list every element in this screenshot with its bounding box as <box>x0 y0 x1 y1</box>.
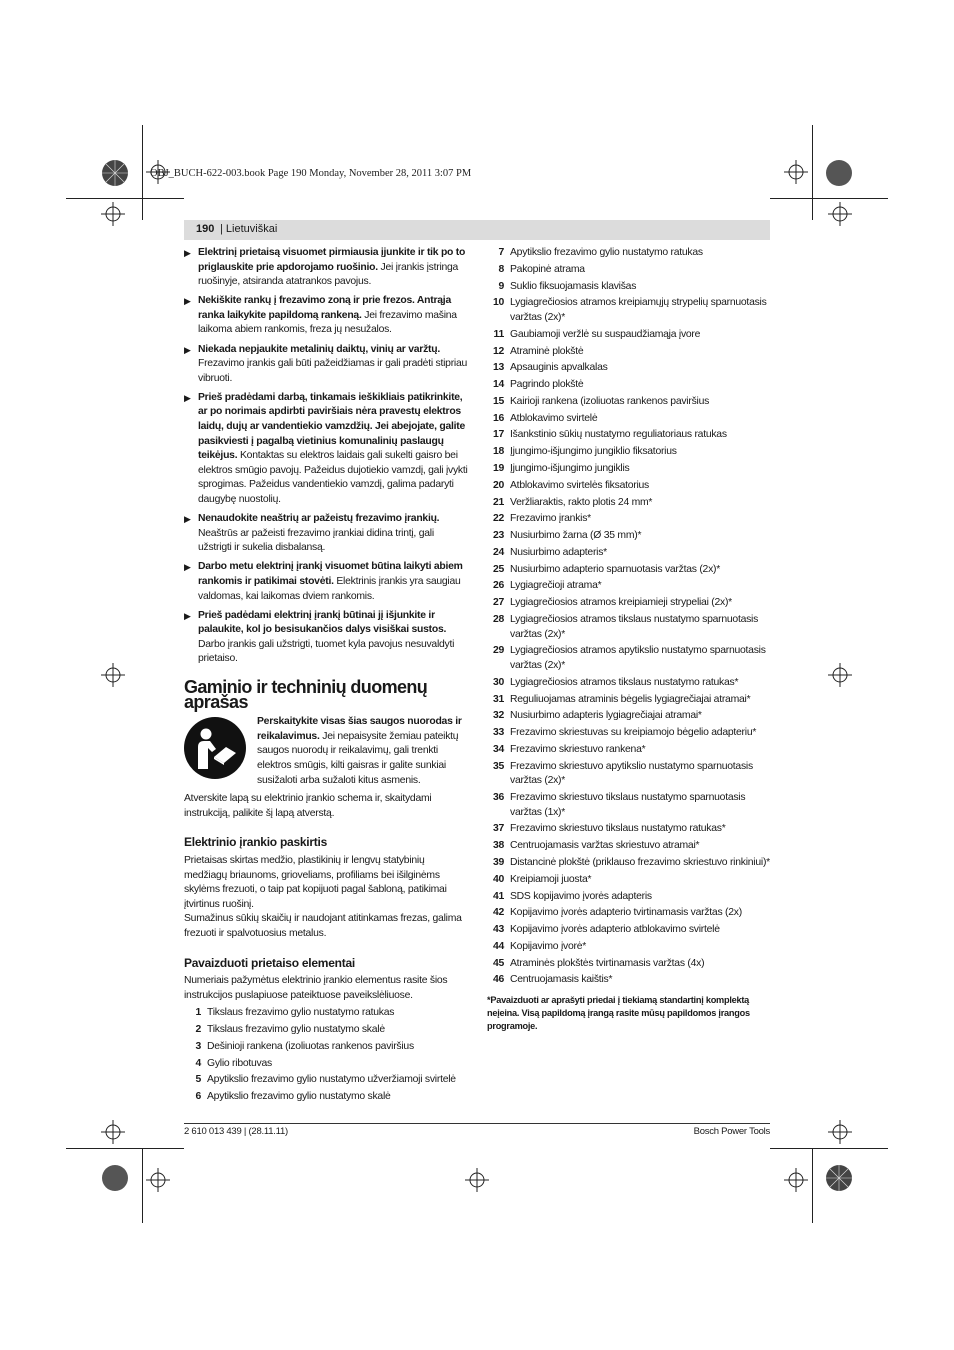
crosshair-mark-icon <box>784 1168 808 1192</box>
page-header-bar <box>184 220 770 240</box>
item-number: 21 <box>492 496 504 508</box>
safety-bullet <box>184 246 468 290</box>
item-number: 42 <box>492 907 504 919</box>
item-number: 1 <box>195 1007 201 1019</box>
item-number: 11 <box>493 328 504 340</box>
intended-use-heading: Elektrinio įrankio paskirtis <box>184 835 328 850</box>
item-text: Pakopinė atrama <box>510 263 585 275</box>
item-number: 25 <box>492 563 504 575</box>
list-item <box>487 613 771 642</box>
item-text: Apsauginis apvalkalas <box>510 362 608 374</box>
item-number: 26 <box>492 580 504 592</box>
list-item <box>487 760 771 789</box>
item-number: 33 <box>492 727 504 739</box>
item-number: 4 <box>195 1057 201 1069</box>
list-item <box>184 1023 468 1038</box>
crosshair-mark-icon <box>146 1168 170 1192</box>
item-text: Frezavimo skriestuvo apytikslio nustatymo sparnuotasis varžtas (2x)* <box>510 760 753 787</box>
item-number: 20 <box>492 479 504 491</box>
list-item <box>487 743 771 758</box>
registration-mark-icon <box>100 158 130 188</box>
intended-use-p1: Prietaisas skirtas medžio, plastikinių ir lengvų statybinių medžiagų briaunoms, grioveliams, profiliams bei išilginėms skylėms frezuoti, o taip pat kopijuoti pagal šabloną, patikimai įtvirtinus ruošinį. <box>184 854 447 910</box>
safety-bullet-text: Jei įrankis įstringa ruošinyje, atsiranda atatrankos pavojus. <box>198 261 459 288</box>
list-item <box>184 1073 468 1088</box>
component-list-left <box>184 1006 468 1105</box>
safety-bullet-bold: Nenaudokite neaštrių ar pažeistų frezavimo įrankių. <box>198 513 440 525</box>
item-number: 29 <box>492 645 504 657</box>
fold-note: Atverskite lapą su elektrinio įrankio schema ir, skaitydami instrukciją, palikite šį lapą atverstą. <box>184 793 432 819</box>
crosshair-mark-icon <box>101 1120 125 1144</box>
warning-bold: Perskaitykite visas šias saugos nuorodas ir reikalavimus. <box>257 716 462 742</box>
item-number: 13 <box>492 362 504 374</box>
footnote: *Pavaizduoti ar aprašyti priedai į tiekiamą standartinį komplektą neįeina. Visą papildomą įrangą rasite mūsų papildomos įrangos programoje. <box>487 995 750 1032</box>
item-text: Dešinioji rankena (izoliuotas rankenos paviršius <box>207 1040 414 1052</box>
item-text: SDS kopijavimo įvorės adapteris <box>510 890 652 902</box>
list-item <box>184 1057 468 1072</box>
list-item <box>487 709 771 724</box>
item-number: 23 <box>492 530 504 542</box>
safety-bullet-bold: Niekada nepjaukite metalinių daiktų, vinių ar varžtų. <box>198 343 440 355</box>
item-number: 16 <box>492 412 504 424</box>
item-text: Lygiagrečioji atrama* <box>510 580 602 592</box>
item-number: 7 <box>498 247 504 258</box>
read-instructions-warning <box>184 715 468 788</box>
item-number: 6 <box>195 1091 201 1103</box>
list-item <box>487 957 771 972</box>
item-number: 17 <box>492 429 504 441</box>
safety-bullet-bold: Elektrinį prietaisą visuomet pirmiausia įjunkite ir tik po to priglauskite prie apdorojamo ruošinio. <box>198 247 466 273</box>
page-number: 190 <box>196 223 215 235</box>
crosshair-mark-icon <box>784 160 808 184</box>
list-item <box>487 345 771 360</box>
item-number: 31 <box>492 693 504 705</box>
item-number: 30 <box>492 676 504 688</box>
safety-bullet-bold: Prieš pradėdami darbą, tinkamais ieškikliais patikrinkite, ar po norimais apdirbti paviršiais nėra pravestų elektros laidų, dujų ar vandentiekio vamzdžių. Jei abejojate, galite pasikviesti į pagalbą vietinius komunalinių paslaugų teikėjus. <box>198 391 466 462</box>
item-number: 41 <box>492 890 504 902</box>
list-item <box>487 412 771 427</box>
footer-doc-number: 2 610 013 439 | (28.11.11) <box>184 1126 288 1137</box>
item-text: Kopijavimo įvorės adapterio atblokavimo svirtelė <box>510 924 720 936</box>
item-text: Išankstinio sūkių nustatymo reguliatoriaus ratukas <box>510 429 727 441</box>
item-text: Atraminė plokštė <box>510 345 584 357</box>
page-language: | Lietuviškai <box>220 223 278 235</box>
components-intro: Numeriais pažymėtus elektrinio įrankio elementus rasite šios instrukcijos puslapiuose pateiktuose paveikslėliuose. <box>184 975 448 1001</box>
list-item <box>487 856 771 871</box>
item-text: Centruojamasis varžtas skriestuvo atramai* <box>510 840 700 852</box>
item-text: Gaubiamoji veržlė su suspaudžiamąja įvore <box>510 328 701 340</box>
list-item <box>487 676 771 691</box>
safety-bullet-bold: Darbo metu elektrinį įrankį visuomet būtina laikyti abiem rankomis ir patikimai stovėti. <box>198 561 463 587</box>
item-text: Centruojamasis kaištis* <box>510 974 613 986</box>
item-number: 14 <box>492 379 504 391</box>
section-title: Gaminio ir techninių duomenų aprašas <box>184 677 428 712</box>
list-item <box>487 839 771 854</box>
list-item <box>487 973 771 988</box>
item-number: 19 <box>492 462 504 474</box>
list-item <box>487 479 771 494</box>
bullet-arrow-icon: ▶ <box>184 344 191 355</box>
item-text: Atblokavimo svirtelė <box>510 412 598 424</box>
item-number: 15 <box>492 395 504 407</box>
item-number: 40 <box>492 873 504 885</box>
crosshair-mark-icon <box>828 663 852 687</box>
footer-rule <box>184 1123 770 1124</box>
safety-bullet <box>184 391 468 508</box>
item-text: Lygiagrečiosios atramos apytikslio nustatymo sparnuotasis varžtas (2x)* <box>510 645 766 671</box>
item-number: 24 <box>492 546 504 558</box>
bullet-arrow-icon: ▶ <box>184 514 191 525</box>
item-text: Tikslaus frezavimo gylio nustatymo skalė <box>207 1024 385 1036</box>
safety-bullet-text: Kontaktas su elektros laidais gali sukelti gaisro bei elektros smūgio pavojų. Pažeidus dujotiekio vamzdį, gali įvykti sprogimas. Pažeidus vandentiekio vamzdį, galima padaryti daugybę nuostolių. <box>198 450 468 505</box>
list-item <box>487 890 771 905</box>
read-manual-icon <box>184 717 246 779</box>
crosshair-mark-icon <box>828 1120 852 1144</box>
item-number: 22 <box>492 513 504 525</box>
item-text: Lygiagrečiosios atramos kreipiamieji strypeliai (2x)* <box>510 597 732 609</box>
safety-bullet-bold: Nekiškite rankų į frezavimo zoną ir prie frezos. Antrąja ranka laikykite papildomą rankeną. <box>198 295 451 321</box>
item-number: 28 <box>492 614 504 625</box>
list-item <box>487 462 771 477</box>
crosshair-mark-icon <box>828 202 852 226</box>
item-number: 35 <box>492 760 504 772</box>
item-text: Suklio fiksuojamasis klavišas <box>510 280 637 292</box>
item-text: Reguliuojamas atraminis bėgelis lygiagrečiajai atramai* <box>510 693 751 705</box>
item-text: Tikslaus frezavimo gylio nustatymo ratukas <box>207 1007 395 1019</box>
item-number: 9 <box>498 280 504 292</box>
item-number: 27 <box>492 597 504 609</box>
list-item <box>487 906 771 921</box>
list-item <box>487 726 771 741</box>
item-number: 34 <box>492 743 504 755</box>
list-item <box>487 361 771 376</box>
item-text: Lygiagrečiosios atramos kreipiamųjų strypelių sparnuotasis varžtas (2x)* <box>510 297 767 323</box>
left-column <box>184 246 468 1107</box>
safety-bullet-bold: Prieš padėdami elektrinį įrankį būtinai jį išjunkite ir palaukite, kol jo besisukančios dalys visiškai sustos. <box>198 609 447 636</box>
item-text: Kopijavimo įvorės adapterio tvirtinamasis varžtas (2x) <box>510 907 742 919</box>
list-item <box>487 280 771 295</box>
list-item <box>487 496 771 511</box>
safety-bullet <box>184 560 468 604</box>
item-text: Frezavimo skriestuvo tikslaus nustatymo sparnuotasis varžtas (1x)* <box>510 792 746 818</box>
item-number: 12 <box>492 345 504 357</box>
item-number: 44 <box>492 940 504 952</box>
safety-bullet-text: Jei frezavimo mašina laikoma abiem rankomis, freza jų nesužalos. <box>198 309 457 336</box>
item-number: 45 <box>492 957 504 969</box>
item-number: 38 <box>492 840 504 852</box>
list-item <box>487 512 771 527</box>
crosshair-mark-icon <box>465 1168 489 1192</box>
safety-bullet <box>184 512 468 556</box>
item-text: Įjungimo-išjungimo jungiklio fiksatorius <box>510 446 677 458</box>
crosshair-mark-icon <box>101 202 125 226</box>
list-item <box>487 328 771 343</box>
item-text: Kreipiamoji juosta* <box>510 873 592 885</box>
list-item <box>487 693 771 708</box>
list-item <box>487 296 771 325</box>
list-item <box>487 445 771 460</box>
safety-bullet <box>184 294 468 338</box>
item-text: Nusiurbimo žarna (Ø 35 mm)* <box>510 530 642 542</box>
item-number: 2 <box>195 1024 201 1036</box>
item-number: 8 <box>498 263 504 275</box>
components-heading: Pavaizduoti prietaiso elementai <box>184 955 355 970</box>
item-text: Frezavimo skriestuvas su kreipiamojo bėgelio adapteriu* <box>510 727 757 739</box>
registration-mark-icon <box>824 158 854 188</box>
item-text: Lygiagrečiosios atramos tikslaus nustatymo ratukas* <box>510 676 739 688</box>
item-text: Nusiurbimo adapteris lygiagrečiajai atramai* <box>510 710 702 722</box>
list-item <box>487 395 771 410</box>
list-item <box>184 1040 468 1055</box>
item-number: 43 <box>492 924 504 936</box>
item-text: Distancinė plokštė (priklauso frezavimo skriestuvo rinkiniui)* <box>510 856 770 868</box>
item-text: Lygiagrečiosios atramos tikslaus nustatymo sparnuotasis varžtas (2x)* <box>510 614 759 640</box>
safety-bullet-text: Darbo įrankis gali užstrigti, tuomet kyla pavojus nesuvaldyti prietaiso. <box>198 638 455 665</box>
list-item <box>487 940 771 955</box>
safety-bullet-text: Elektrinis įrankis yra saugiau valdomas, kai laikomas dviem rankomis. <box>198 575 461 602</box>
item-text: Pagrindo plokštė <box>510 379 584 391</box>
item-number: 36 <box>492 792 504 804</box>
item-text: Kopijavimo įvorė* <box>510 940 587 952</box>
list-item <box>487 644 771 673</box>
list-item <box>487 263 771 278</box>
list-item <box>184 1090 468 1105</box>
item-number: 10 <box>492 297 504 309</box>
footer-brand: Bosch Power Tools <box>693 1126 770 1137</box>
warning-text: Jei nepaisysite žemiau pateiktų saugos nuorodų ir reikalavimų, gali trenkti elektros smūgis, kilti gaisras ir galite sunkiai susižaloti arba sužaloti kitus asmenis. <box>257 730 459 786</box>
file-header: OBJ_BUCH-622-003.book Page 190 Monday, November 28, 2011 3:07 PM <box>150 168 472 179</box>
safety-bullet <box>184 609 468 667</box>
bullet-arrow-icon: ▶ <box>184 392 191 403</box>
safety-bullet-text: Neaštrūs ar pažeisti frezavimo įrankiai didina trintį, gali užstrigti ir sukelia disbalansą. <box>198 527 434 554</box>
list-item <box>487 546 771 561</box>
list-item <box>487 378 771 393</box>
item-text: Apytikslio frezavimo gylio nustatymo skalė <box>207 1091 391 1103</box>
safety-bullet-list <box>184 246 468 667</box>
item-number: 5 <box>195 1074 201 1086</box>
crosshair-mark-icon <box>101 663 125 687</box>
list-item <box>184 1006 468 1021</box>
list-item <box>487 563 771 578</box>
item-text: Nusiurbimo adapterio sparnuotasis varžtas (2x)* <box>510 563 721 575</box>
safety-bullet <box>184 343 468 387</box>
item-text: Kairioji rankena (izoliuotas rankenos paviršius <box>510 395 710 407</box>
safety-bullet-text: Frezavimo įrankis gali būti pažeidžiamas ir gali pradėti stipriau vibruoti. <box>198 358 468 384</box>
item-number: 39 <box>492 856 504 868</box>
item-text: Atblokavimo svirtelės fiksatorius <box>510 479 649 491</box>
item-text: Atraminės plokštės tvirtinamasis varžtas (4x) <box>510 957 705 969</box>
item-text: Įjungimo-išjungimo jungiklis <box>510 462 630 474</box>
bullet-arrow-icon: ▶ <box>184 562 191 573</box>
item-number: 37 <box>492 823 504 835</box>
list-item <box>487 246 771 261</box>
intended-use-p2: Sumažinus sūkių skaičių ir naudojant atitinkamas frezas, galima frezuoti ir spalvotuosius metalus. <box>184 913 462 939</box>
list-item <box>487 596 771 611</box>
list-item <box>487 428 771 443</box>
list-item <box>487 529 771 544</box>
item-text: Apytikslio frezavimo gylio nustatymo ratukas <box>510 247 703 258</box>
bullet-arrow-icon: ▶ <box>184 610 191 621</box>
item-number: 18 <box>492 446 504 458</box>
list-item <box>487 822 771 837</box>
list-item <box>487 873 771 888</box>
item-number: 3 <box>195 1040 201 1052</box>
list-item <box>487 791 771 820</box>
item-text: Frezavimo įrankis* <box>510 513 591 525</box>
list-item <box>487 923 771 938</box>
right-column <box>487 246 771 1033</box>
bullet-arrow-icon: ▶ <box>184 296 191 307</box>
bullet-arrow-icon: ▶ <box>184 248 191 258</box>
item-text: Gylio ribotuvas <box>207 1057 272 1069</box>
list-item <box>487 579 771 594</box>
item-text: Frezavimo skriestuvo rankena* <box>510 743 646 755</box>
registration-mark-icon <box>824 1163 854 1193</box>
component-list-right <box>487 246 771 988</box>
item-text: Apytikslio frezavimo gylio nustatymo užveržiamoji svirtelė <box>207 1074 456 1086</box>
registration-mark-icon <box>100 1163 130 1193</box>
item-number: 46 <box>492 974 504 986</box>
item-text: Frezavimo skriestuvo tikslaus nustatymo ratukas* <box>510 823 726 835</box>
item-text: Nusiurbimo adapteris* <box>510 546 607 558</box>
item-number: 32 <box>492 710 504 722</box>
item-text: Veržliaraktis, rakto plotis 24 mm* <box>510 496 653 508</box>
